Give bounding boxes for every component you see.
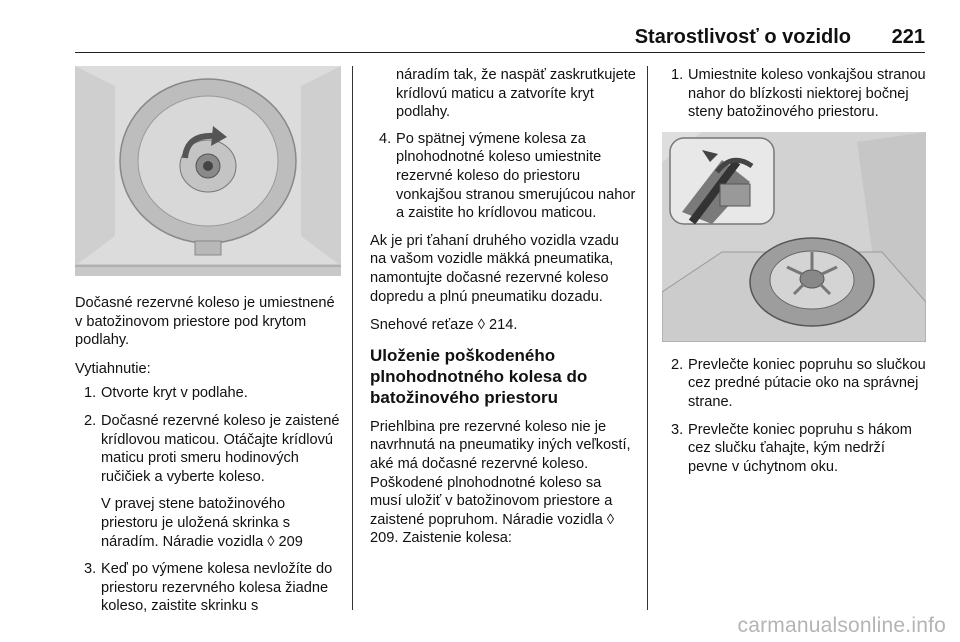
step-text: Po spätnej výmene kolesa za plnohodnotné koleso umiestnite rezervné koleso do priestoru vonkajšou stranou smerujúcou nahor a zaistite ho krídlovou maticou. bbox=[396, 130, 636, 222]
towing-paragraph: Ak je pri ťahaní druhého vozidla vzadu na vašom vozidle mäkká pneumatika, namontujte dočasné rezervné koleso dopredu a plnú pneumatiku dozadu. bbox=[370, 232, 619, 305]
list-item bbox=[75, 412, 341, 551]
step-number: 2. bbox=[84, 412, 97, 429]
continued-text: náradím tak, že naspäť zaskrutkujete krídlovú maticu a zatvoríte kryt podlahy. bbox=[396, 67, 636, 121]
step-text: Keď po výmene kolesa nevložíte do priestoru rezervného kolesa žiadne koleso, zaistite skrinku s bbox=[101, 561, 333, 615]
trunk-wheel-illustration bbox=[662, 132, 926, 342]
step-number: 4. bbox=[379, 130, 392, 147]
spare-wheel-illustration bbox=[75, 66, 341, 276]
step-number: 3. bbox=[671, 421, 684, 438]
snow-chains-reference: Snehové reťaze ◊ 214. bbox=[370, 317, 518, 334]
step-number: 1. bbox=[84, 385, 97, 402]
page-number: 221 bbox=[891, 26, 925, 48]
header-title: Starostlivosť o vozidlo bbox=[634, 26, 851, 48]
step-text: Dočasné rezervné koleso je zaistené krídlovou maticou. Otáčajte krídlovú maticu proti smeru hodinových ručičiek a vyberte koleso. bbox=[101, 412, 340, 485]
list-item bbox=[662, 66, 926, 122]
intro-text: Vytiahnutie: bbox=[75, 360, 151, 377]
column-3 bbox=[662, 66, 926, 485]
securing-steps-cont bbox=[662, 356, 926, 477]
column-divider-2 bbox=[647, 66, 648, 610]
column-2 bbox=[370, 66, 636, 558]
step-number: 3. bbox=[84, 561, 97, 578]
storage-paragraph: Priehlbina pre rezervné koleso nie je navrhnutá na pneumatiky iných veľkostí, aké má dočasné rezervné koleso. Poškodené plnohodnotné koleso sa musí uložiť v batožinovom priestore a zaistené popruhom. Náradie vozidla ◊ 209. Zaistenie kolesa: bbox=[370, 418, 631, 547]
section-heading: Uloženie poškodeného plnohodnotného kolesa do batožinového priestoru bbox=[370, 345, 588, 407]
securing-steps bbox=[662, 66, 926, 122]
step-number: 2. bbox=[671, 356, 684, 373]
step-text: Prevlečte koniec popruhu so slučkou cez predné pútacie oko na správnej strane. bbox=[688, 356, 926, 410]
list-item bbox=[75, 560, 341, 616]
list-item bbox=[370, 130, 636, 223]
list-item bbox=[662, 421, 926, 477]
step-text: Otvorte kryt v podlahe. bbox=[101, 385, 248, 402]
step-text: Prevlečte koniec popruhu s hákom cez slučku ťahajte, kým nedrží pevne v úchytnom oku. bbox=[688, 421, 912, 475]
removal-steps bbox=[75, 384, 341, 616]
step-subtext: V pravej stene batožinového priestoru je uložená skrinka s náradím. Náradie vozidla ◊ 209 bbox=[101, 496, 303, 550]
column-1 bbox=[75, 66, 341, 625]
watermark: carmanualsonline.info bbox=[737, 614, 946, 637]
step-list-cont bbox=[370, 130, 636, 223]
caption-text: Dočasné rezervné koleso je umiestnené v batožinovom priestore pod krytom podlahy. bbox=[75, 295, 335, 349]
column-divider-1 bbox=[352, 66, 353, 610]
step-number: 1. bbox=[671, 67, 684, 83]
step-text: Umiestnite koleso vonkajšou stranou nahor do blízkosti niektorej bočnej steny batožinového priestoru. bbox=[688, 67, 926, 121]
list-item bbox=[662, 356, 926, 412]
list-item bbox=[75, 384, 341, 403]
page-header bbox=[75, 24, 925, 53]
